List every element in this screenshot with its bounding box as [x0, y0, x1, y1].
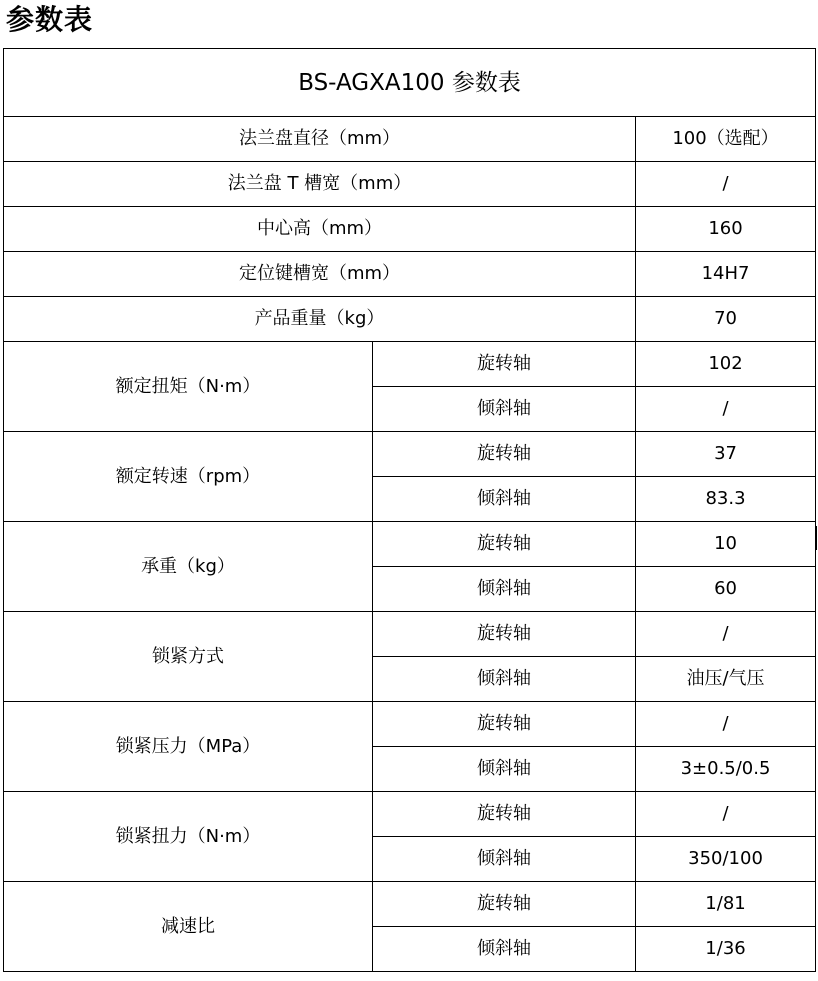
table-title-row	[4, 49, 816, 117]
table-row	[4, 297, 816, 342]
param-value: /	[636, 387, 816, 432]
axis-label: 旋转轴	[373, 702, 636, 747]
axis-label: 倾斜轴	[373, 927, 636, 972]
axis-label: 旋转轴	[373, 522, 636, 567]
table-row	[4, 792, 816, 837]
param-group-label: 额定转速（rpm）	[4, 432, 373, 522]
param-value: 14H7	[636, 252, 816, 297]
param-group-label: 锁紧方式	[4, 612, 373, 702]
table-row	[4, 882, 816, 927]
param-value: 100（选配）	[636, 117, 816, 162]
param-value: /	[636, 702, 816, 747]
param-value: /	[636, 162, 816, 207]
axis-label: 倾斜轴	[373, 657, 636, 702]
param-label: 法兰盘 T 槽宽（mm）	[4, 162, 636, 207]
param-value: 1/81	[636, 882, 816, 927]
scrollbar-thumb[interactable]	[815, 526, 817, 550]
table-row	[4, 612, 816, 657]
axis-label: 旋转轴	[373, 882, 636, 927]
param-value: 83.3	[636, 477, 816, 522]
param-group-label: 锁紧压力（MPa）	[4, 702, 373, 792]
param-value: /	[636, 792, 816, 837]
axis-label: 旋转轴	[373, 432, 636, 477]
page-title: 参数表	[6, 3, 94, 36]
axis-label: 倾斜轴	[373, 477, 636, 522]
table-row	[4, 252, 816, 297]
table-row	[4, 522, 816, 567]
table-row	[4, 702, 816, 747]
table-row	[4, 342, 816, 387]
axis-label: 旋转轴	[373, 612, 636, 657]
axis-label: 旋转轴	[373, 792, 636, 837]
param-value: 1/36	[636, 927, 816, 972]
param-value: 10	[636, 522, 816, 567]
axis-label: 倾斜轴	[373, 747, 636, 792]
axis-label: 倾斜轴	[373, 567, 636, 612]
param-label: 产品重量（kg）	[4, 297, 636, 342]
param-group-label: 承重（kg）	[4, 522, 373, 612]
axis-label: 倾斜轴	[373, 387, 636, 432]
param-value: 350/100	[636, 837, 816, 882]
param-value: /	[636, 612, 816, 657]
axis-label: 倾斜轴	[373, 837, 636, 882]
table-row	[4, 207, 816, 252]
table-title: BS-AGXA100 参数表	[4, 49, 816, 117]
param-group-label: 额定扭矩（N·m）	[4, 342, 373, 432]
axis-label: 旋转轴	[373, 342, 636, 387]
param-group-label: 减速比	[4, 882, 373, 972]
param-label: 法兰盘直径（mm）	[4, 117, 636, 162]
table-row	[4, 432, 816, 477]
param-value: 37	[636, 432, 816, 477]
spec-table	[3, 48, 816, 972]
param-value: 102	[636, 342, 816, 387]
param-value: 160	[636, 207, 816, 252]
param-group-label: 锁紧扭力（N·m）	[4, 792, 373, 882]
param-value: 油压/气压	[636, 657, 816, 702]
table-row	[4, 162, 816, 207]
param-value: 60	[636, 567, 816, 612]
param-value: 3±0.5/0.5	[636, 747, 816, 792]
table-row	[4, 117, 816, 162]
param-label: 中心高（mm）	[4, 207, 636, 252]
param-value: 70	[636, 297, 816, 342]
param-label: 定位键槽宽（mm）	[4, 252, 636, 297]
